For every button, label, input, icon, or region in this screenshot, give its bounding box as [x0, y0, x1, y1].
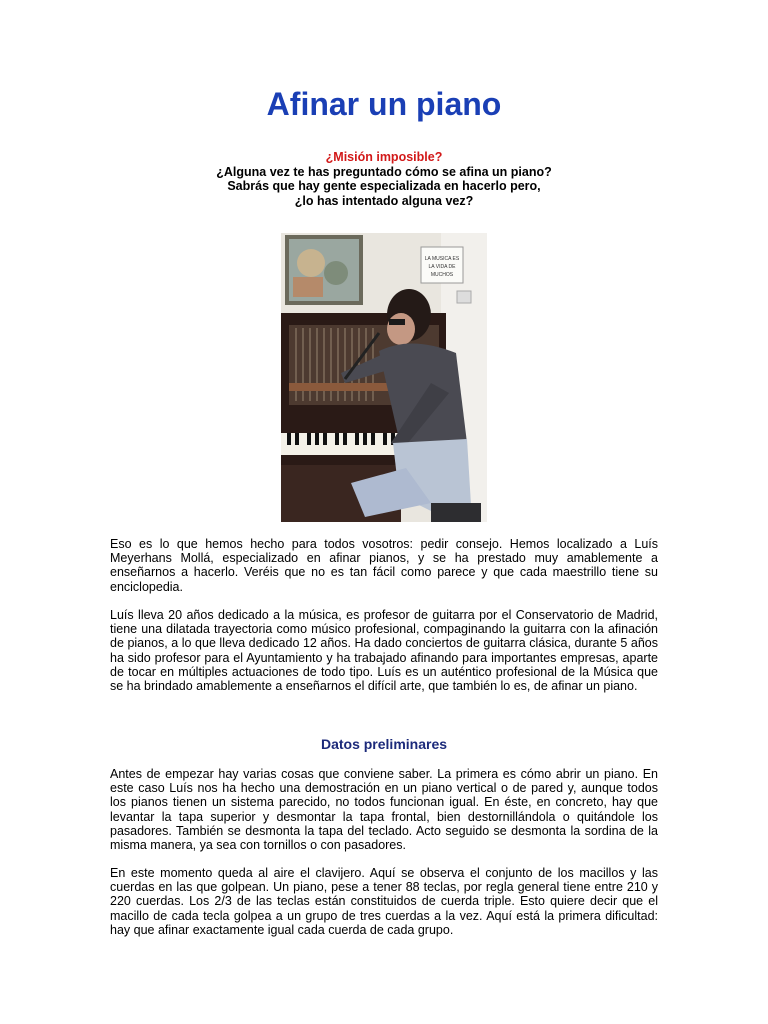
- intro-highlight: ¿Misión imposible?: [325, 150, 443, 164]
- paragraph-opening: Antes de empezar hay varias cosas que conviene saber. La primera es cómo abrir un piano. En este caso Luís nos ha hecho una demostración en un piano vertical o de pared y, aunque todos los pianos tienen un sistema parecido, no todos funcionan igual. En éste, en concreto, hay que levantar la tapa superior y desmontar la tapa frontal, bien destornillándola o quitándole los pasadores. También se desmonta la tapa del teclado. Acto seguido se desmonta la sordina de la misma manera, ya sea con tornillos o con pasadores.: [110, 767, 658, 853]
- poster-text: LA MUSICA ES: [424, 256, 460, 262]
- paragraph-intro: Eso es lo que hemos hecho para todos vosotros: pedir consejo. Hemos localizado a Luís Meyerhans Mollá, especializado en afinar pianos, y se ha prestado muy amablemente a enseñarnos a hacerlo. Veréis que no es tan fácil como parece y que cada maestrillo tiene su enciclopedia.: [110, 537, 658, 594]
- intro-block: [0, 150, 768, 208]
- piano-tuner-photo: [281, 233, 487, 522]
- page-title: Afinar un piano: [266, 86, 502, 122]
- intro-line: ¿Alguna vez te has preguntado cómo se afina un piano?: [216, 164, 552, 179]
- intro-line: ¿lo has intentado alguna vez?: [294, 193, 474, 208]
- section-title: Datos preliminares: [320, 736, 448, 752]
- poster-text: MUCHOS: [430, 272, 454, 278]
- paragraph-strings: En este momento queda al aire el clavijero. Aquí se observa el conjunto de los macillos y las cuerdas en las que golpean. Un piano, pese a tener 88 teclas, por regla general tiene entre 210 y 220 cuerdas. Los 2/3 de las teclas están constituidos de cuerda triple. Esto quiere decir que el macillo de cada tecla golpea a un grupo de tres cuerdas a la vez. Aquí está la primera dificultad: hay que afinar exactamente igual cada cuerda de cada grupo.: [110, 866, 658, 937]
- intro-line: Sabrás que hay gente especializada en hacerlo pero,: [227, 179, 541, 193]
- poster-text: LA VIDA DE: [428, 264, 456, 270]
- paragraph-biography: Luís lleva 20 años dedicado a la música, es profesor de guitarra por el Conservatorio de Madrid, tiene una dilatada trayectoria como músico profesional, compaginando la guitarra con la afinación de pianos, a lo que lleva dedicado 12 años. Ha dado conciertos de guitarra clásica, durante 5 años ha sido profesor para el Ayuntamiento y ha trabajado afinando para importantes empresas, aparte de tocar en múltiples actuaciones de todo tipo. Luís es un auténtico profesional de la Música que se ha brindado amablemente a enseñarnos el difícil arte, que también lo es, de afinar un piano.: [110, 608, 658, 694]
